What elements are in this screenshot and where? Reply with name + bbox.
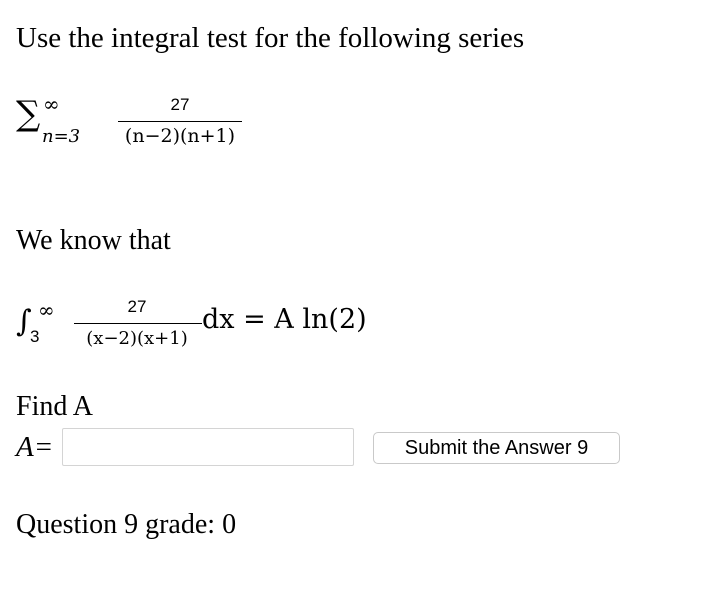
series-denominator: (n−2)(n+1) bbox=[124, 125, 236, 147]
we-know-text: We know that bbox=[16, 225, 171, 256]
series-upper-limit: ∞ bbox=[43, 92, 60, 116]
series-lower-limit: n=3 bbox=[42, 126, 81, 147]
answer-label: A= bbox=[16, 431, 54, 463]
integral-lower-limit: 3 bbox=[30, 327, 40, 346]
series-expression bbox=[16, 92, 276, 162]
integral-expression bbox=[16, 296, 396, 360]
integral-numerator: 27 bbox=[127, 297, 147, 316]
integral-result: dx = A ln(2) bbox=[202, 304, 367, 335]
submit-answer-button[interactable]: Submit the Answer 9 bbox=[373, 432, 620, 464]
series-fraction-bar bbox=[118, 121, 242, 122]
series-numerator: 27 bbox=[170, 95, 190, 114]
integral-fraction-bar bbox=[74, 323, 202, 324]
answer-input[interactable] bbox=[62, 428, 354, 466]
find-a-prompt: Find A bbox=[16, 391, 94, 422]
integral-upper-limit: ∞ bbox=[38, 298, 55, 322]
integral-sign: ∫ bbox=[16, 304, 32, 339]
sigma-symbol: ∑ bbox=[16, 94, 41, 134]
question-grade: Question 9 grade: 0 bbox=[16, 509, 237, 540]
integral-denominator: (x−2)(x+1) bbox=[86, 328, 188, 349]
question-heading: Use the integral test for the following series bbox=[16, 22, 525, 54]
